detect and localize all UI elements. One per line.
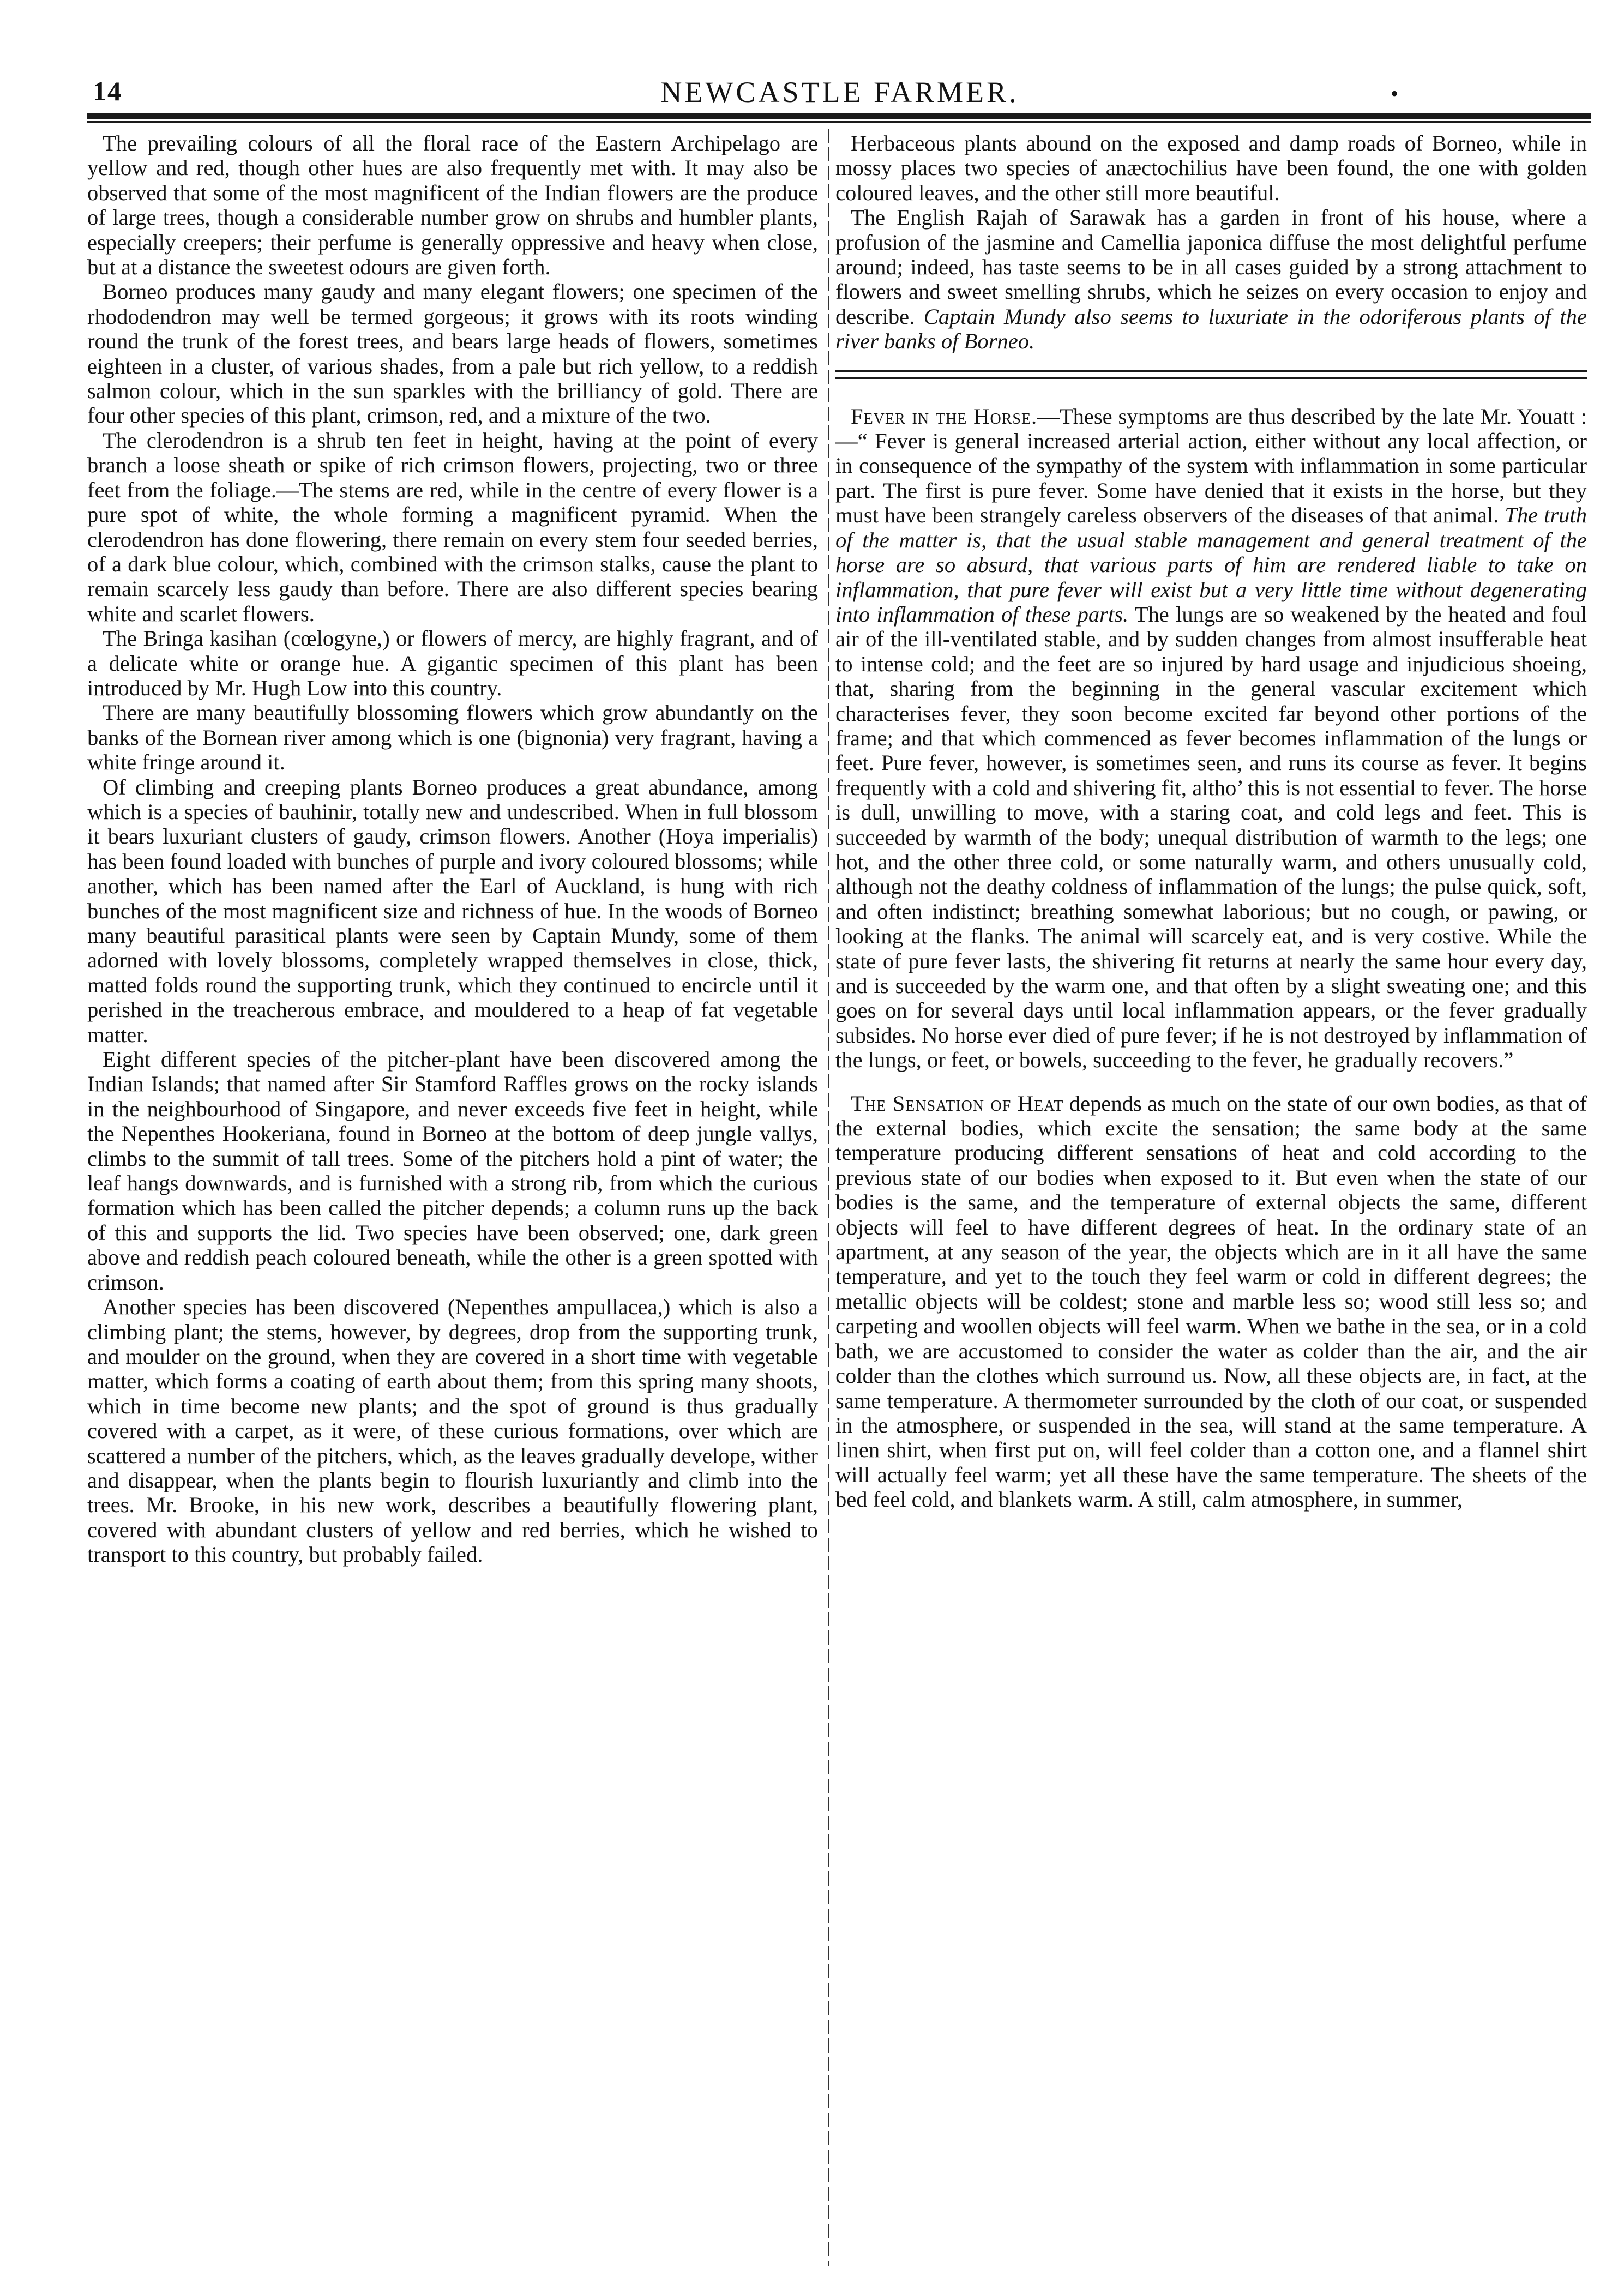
section-rule	[835, 377, 1587, 379]
article-paragraph: The prevailing colours of all the floral race of the Eastern Archipelago are yellow and red, though other hues are also frequently met with. It may also be observed that some of the most magnificent of the Indian flowers are the produce of large trees, though a considerable number grow on shrubs and humbler plants, especially creepers; their perfume is generally oppressive and heavy when close, but at a distance the sweetest odours are given forth.	[87, 131, 818, 280]
section-rule	[835, 370, 1587, 372]
article-paragraph: Of climbing and creeping plants Borneo produces a great abundance, among which is a species of bauhinir, totally new and undescribed. When in full blossom it bears luxuriant clusters of gaudy, crimson flowers. Another (Hoya imperialis) has been found loaded with bunches of purple and ivory coloured blossoms; while another, which has been named after the Earl of Auckland, is hung with rich bunches of the most magnificent size and richness of hue. In the woods of Borneo many beautiful parasitical plants were seen by Captain Mundy, some of them adorned with lovely blossoms, completely wrapped themselves in close, thick, matted folds round the supporting trunk, which they continued to encircle until it perished in the treacherous embrace, and mouldered to a heap of fat vegetable matter.	[87, 774, 818, 1047]
header-rule-thin	[87, 121, 1591, 123]
header-ornament: •	[1391, 81, 1399, 106]
heat-article	[835, 1091, 1587, 1512]
article-paragraph	[835, 205, 1587, 353]
fever-article-title: Fever in the Horse.	[851, 404, 1038, 429]
heat-article-title: The Sensation of Heat	[851, 1091, 1064, 1116]
article-text: The English Rajah of Sarawak has a garden in front of his house, where a profusion of the jasmine and Camellia japonica diffuse the most delightful perfume around; indeed, has taste seems to be in all cases guided by a strong attachment to flowers and sweet smelling shrubs, which he seizes on every occasion to enjoy and describe.	[835, 205, 1587, 329]
section-gap	[835, 1073, 1587, 1091]
article-paragraph: There are many beautifully blossoming flowers which grow abundantly on the banks of the Bornean river among which is one (bignonia) very fragrant, having a white fringe around it.	[87, 700, 818, 775]
article-text-italic: Captain Mundy also seems to luxuriate in the odoriferous plants of the river banks of Borneo.	[835, 304, 1587, 354]
article-paragraph: Herbaceous plants abound on the exposed and damp roads of Borneo, while in mossy places two species of anæctochilius have been found, the one with golden coloured leaves, and the other still more beautiful.	[835, 131, 1587, 205]
article-text: depends as much on the state of our own bodies, as that of the external bodies, which excite the sensation; the same body at the same temperature producing different sensations of heat and cold according to the previous state of our bodies when exposed to it. But even when the state of our bodies is the same, and the temperature of external objects the same, different objects will feel to have different degrees of heat. In the ordinary state of an apartment, at any season of the year, the objects which are in it all have the same temperature, and yet to the touch they feel warm or cold in different degrees; the metallic objects will be coldest; stone and marble less so; wood still less so; and carpeting and woollen objects will feel warm. When we bathe in the sea, or in a cold bath, we are accustomed to consider the water as colder than the air, and the air colder than the clothes which surround us. Now, all these objects are, in fact, at the same temperature. A thermometer surrounded by the cloth of our coat, or suspended in the atmosphere, or suspended in the sea, will stand at the same temperature. A linen shirt, when first put on, will feel colder than a cotton one, and a flannel shirt will actually feel warm; yet all these have the same temperature. The sheets of the bed feel cold, and blankets warm. A still, calm atmosphere, in summer,	[835, 1091, 1587, 1512]
article-text: The lungs are so weakened by the heated and foul air of the ill-ventilated stable, and by sudden changes from almost insufferable heat to intense cold; and the feet are so injured by hard usage and injudicious shoeing, that, sharing from the beginning in the general vascular excitement which characterises fever, they soon become excited far beyond other portions of the frame; and that which commenced as fever becomes inflammation of the lungs or feet. Pure fever, however, is sometimes seen, and runs its course as fever. It begins frequently with a cold and shivering fit, altho’ this is not essential to fever. The horse is dull, unwilling to move, with a staring coat, and cold legs and feet. This is succeeded by warmth of the body; unequal distribution of warmth to the legs; one hot, and the other three cold, or some naturally warm, and others unusually cold, although not the deathy coldness of inflammation of the lungs; the pulse quick, soft, and often indistinct; breathing somewhat laborious; but no cough, or pawing, or looking at the flanks. The animal will scarcely eat, and is very costive. While the state of pure fever lasts, the shivering fit returns at nearly the same hour every day, and is succeeded by the warm one, and that often by a slight sweating one; and this goes on for several days until local inflammation appears, or the fever gradually subsides. No horse ever died of pure fever; if he is not destroyed by inflammation of the lungs, or feet, or bowels, succeeding to the fever, he gradually recovers.”	[835, 601, 1587, 1073]
column-divider	[828, 129, 829, 2266]
article-paragraph: Another species has been discovered (Nepenthes ampullacea,) which is also a climbing plant; the stems, however, by degrees, drop from the supporting trunk, and moulder on the ground, when they are covered in a short time with vegetable matter, which forms a coating of earth about them; from this spring many shoots, which in time become new plants; and the spot of ground is thus gradually covered with a carpet, as it were, of these curious formations, over which are scattered a number of the pitchers, which, as the leaves gradually develope, wither and disappear, when the plants begin to flourish luxuriantly and climb into the trees. Mr. Brooke, in his new work, describes a beautifully flowering plant, covered with abundant clusters of yellow and red berries, which he wished to transport to this country, but probably failed.	[87, 1295, 818, 1567]
article-text-italic: The truth of the matter is, that the usual stable management and general treatment of the horse are so absurd, that various parts of him are rendered liable to take on inflammation, that pure fever will exist but a very little time without degenerating into inflammation of these parts.	[835, 503, 1587, 627]
running-head	[93, 75, 1587, 108]
fever-article	[835, 404, 1587, 1073]
article-text: —These symptoms are thus described by the late Mr. Youatt :—“ Fever is general increased arterial action, either without any local affection, or in consequence of the sympathy of the system with inflammation in some particular part. The first is pure fever. Some have denied that it exists in the horse, but they must have been strangely careless observers of the diseases of that animal.	[835, 404, 1587, 528]
article-paragraph: Borneo produces many gaudy and many elegant flowers; one specimen of the rhododendron may well be termed gorgeous; it grows with its roots winding round the trunk of the forest trees, and bears large heads of flowers, sometimes eighteen in a cluster, of various shades, from a pale but rich yellow, to a reddish salmon colour, which in the sun sparkles with the brilliancy of gold. There are four other species of this plant, crimson, red, and a mixture of the two.	[87, 279, 818, 428]
article-paragraph: The Bringa kasihan (cœlogyne,) or flowers of mercy, are highly fragrant, and of a delicate white or orange hue. A gigantic specimen of this plant has been introduced by Mr. Hugh Low into this country.	[87, 626, 818, 700]
article-paragraph: Eight different species of the pitcher-plant have been discovered among the Indian Islands; that named after Sir Stamford Raffles grows on the rocky islands in the neighbourhood of Singapore, and never exceeds five feet in height, while the Nepenthes Hookeriana, found in Borneo at the bottom of deep jungle vallys, climbs to the summit of tall trees. Some of the pitchers hold a pint of water; the leaf hangs downwards, and is furnished with a strong rib, from which the curious formation which has been called the pitcher depends; a column runs up the back of this and supports the lid. Two species have been observed; one, dark green above and reddish peach coloured beneath, while the other is a green spotted with crimson.	[87, 1047, 818, 1295]
masthead-title: NEWCASTLE FARMER.	[660, 76, 1019, 109]
page-number: 14	[93, 76, 122, 106]
header-rule-thick	[87, 113, 1591, 119]
right-column	[835, 131, 1587, 1512]
left-column	[87, 131, 818, 1567]
article-paragraph: The clerodendron is a shrub ten feet in height, having at the point of every branch a loose sheath or spike of rich crimson flowers, projecting, two or three feet from the foliage.—The stems are red, while in the centre of every flower is a pure spot of white, the whole forming a magnificent pyramid. When the clerodendron has done flowering, there remain on every stem four seeded berries, of a dark blue colour, which, combined with the crimson stalks, cause the plant to remain scarcely less gaudy than before. There are also different species bearing white and scarlet flowers.	[87, 428, 818, 626]
